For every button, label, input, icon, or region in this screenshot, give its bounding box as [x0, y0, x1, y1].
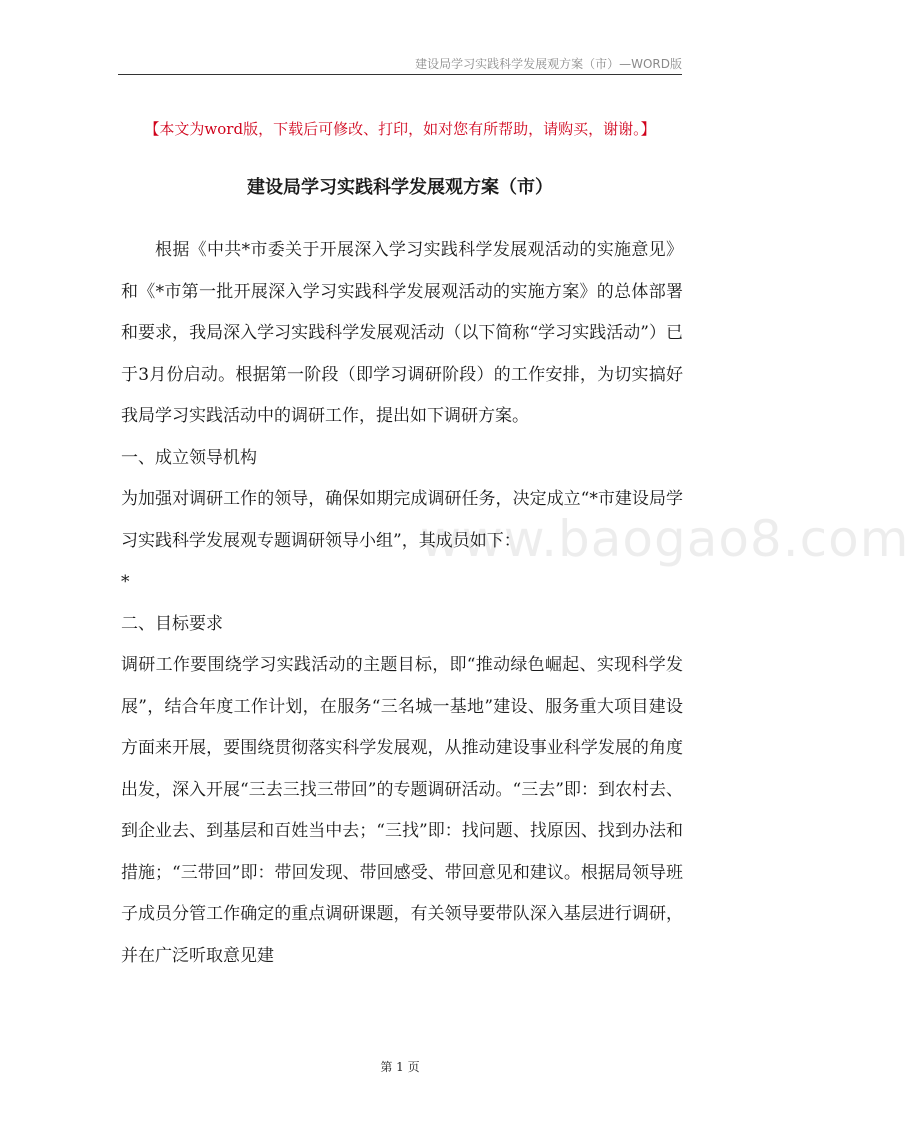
- header-divider: [118, 74, 682, 75]
- section-heading-2: 二、目标要求: [121, 613, 223, 634]
- paragraph-leadership: 为加强对调研工作的领导，确保如期完成调研任务，决定成立“*市建设局学习实践科学发展观专题调研领导小组”，其成员如下：: [121, 489, 683, 551]
- intro-paragraph: 根据《中共*市委关于开展深入学习实践科学发展观活动的实施意见》和《*市第一批开展深入学习实践科学发展观活动的实施方案》的总体部署和要求，我局深入学习实践科学发展观活动（以下简称“学习实践活动”）已于3月份启动。根据第一阶段（即学习调研阶段）的工作安排，为切实搞好我局学习实践活动中的调研工作，提出如下调研方案。: [121, 240, 683, 426]
- running-header: 建设局学习实践科学发展观方案（市）—WORD版: [415, 57, 682, 71]
- page-number: 第 1 页: [380, 1060, 420, 1074]
- watermark: www.baogao8.com: [420, 510, 909, 568]
- placeholder-members: *: [121, 572, 130, 592]
- document-body: [121, 230, 683, 977]
- section-heading-1: 一、成立领导机构: [121, 447, 257, 468]
- document-title: 建设局学习实践科学发展观方案（市）: [247, 177, 553, 198]
- download-notice: 【本文为word版，下载后可修改、打印，如对您有所帮助，请购买，谢谢。】: [144, 120, 656, 138]
- paragraph-goals: 调研工作要围绕学习实践活动的主题目标，即“推动绿色崛起、实现科学发展”，结合年度工作计划，在服务“三名城一基地”建设、服务重大项目建设方面来开展，要围绕贯彻落实科学发展观，从推动建设事业科学发展的角度出发，深入开展“三去三找三带回”的专题调研活动。“三去”即：到农村去、到企业去、到基层和百姓当中去；“三找”即：找问题、找原因、找到办法和措施；“三带回”即：带回发现、带回感受、带回意见和建议。根据局领导班子成员分管工作确定的重点调研课题，有关领导要带队深入基层进行调研，并在广泛听取意见建: [121, 655, 683, 966]
